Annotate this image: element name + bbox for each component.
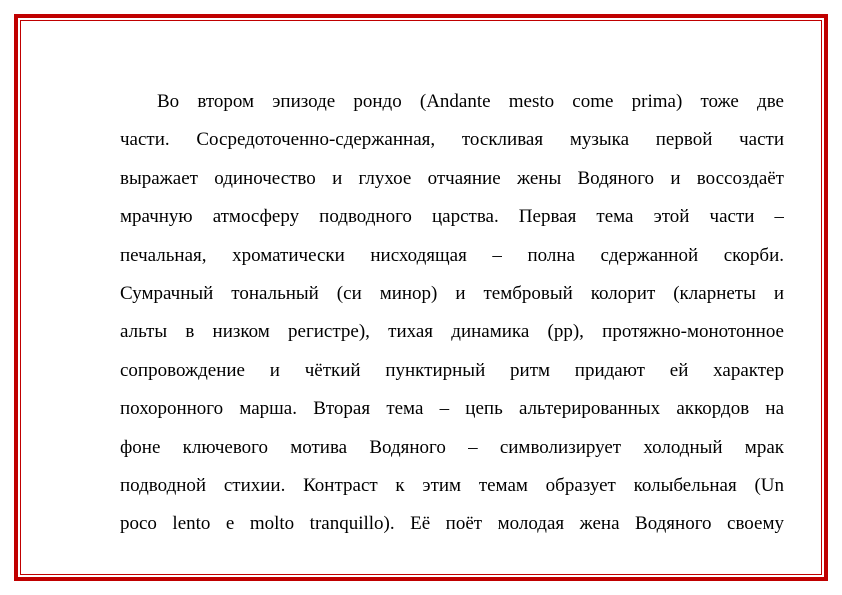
text-body bbox=[120, 83, 784, 544]
text-line: выражает одиночество и глухое отчаяние жены Водяного и воссоздаёт bbox=[120, 167, 784, 189]
text-line: Сумрачный тональный (си минор) и тембровый колорит (кларнеты и bbox=[120, 282, 784, 304]
text-line: мрачную атмосферу подводного царства. Первая тема этой части – bbox=[120, 206, 784, 228]
text-line: печальная, хроматически нисходящая – полна сдержанной скорби. bbox=[120, 244, 784, 266]
text-line: похоронного марша. Вторая тема – цепь альтерированных аккордов на bbox=[120, 398, 784, 420]
text-line: альты в низком регистре), тихая динамика (pp), протяжно-монотонное bbox=[120, 321, 784, 343]
text-line: подводной стихии. Контраст к этим темам образует колыбельная (Un bbox=[120, 474, 784, 496]
text-line: сопровождение и чёткий пунктирный ритм придают ей характер bbox=[120, 359, 784, 381]
text-line: части. Сосредоточенно-сдержанная, тоскливая музыка первой части bbox=[120, 129, 784, 151]
text-line: фоне ключевого мотива Водяного – символизирует холодный мрак bbox=[120, 436, 784, 458]
text-line: Во втором эпизоде рондо (Andante mesto come prima) тоже две bbox=[157, 91, 784, 112]
text-line: poco lento e molto tranquillo). Её поёт молодая жена Водяного своему bbox=[120, 513, 784, 535]
